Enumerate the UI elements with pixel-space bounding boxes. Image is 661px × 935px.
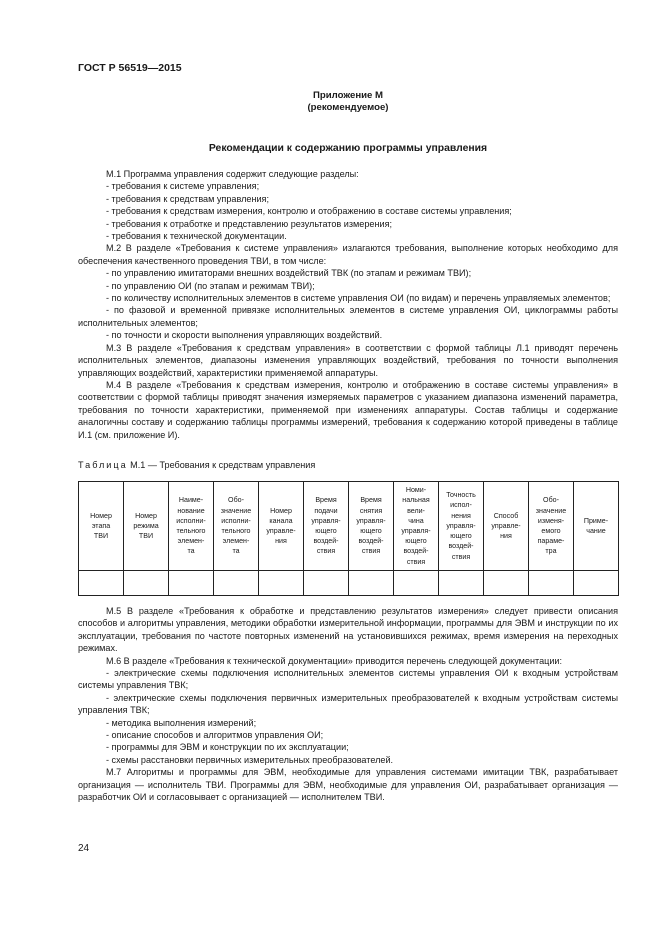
header-cell: Обо- значение исполни- тельного элемен- та bbox=[214, 482, 259, 571]
table-cell bbox=[439, 571, 484, 596]
header-cell: Точность испол- нения управля- ющего воздей- ствия bbox=[439, 482, 484, 571]
header-cell: Наиме- нование исполни- тельного элемен- та bbox=[169, 482, 214, 571]
list-item: - методика выполнения измерений; bbox=[106, 717, 257, 728]
header-cell: Номер канала управле- ния bbox=[259, 482, 304, 571]
paragraph: М.5 В разделе «Требования к обработке и представлению результатов измерения» следует привести описания способов и алгоритмы управления, методики обработки измерительной информации, программы для ЭВМ и инструкции по их эксплуатации, требования по частоте повторных изменений на установившихся режимах, время измерения на переходных режимах. bbox=[78, 606, 618, 654]
list-item: - электрические схемы подключения первичных измерительных преобразователей к входным устройствам системы управления ТВК; bbox=[78, 692, 618, 716]
list-item: - схемы расстановки первичных измерительных преобразователей. bbox=[106, 754, 394, 765]
list-item: - описание способов и алгоритмов управления ОИ; bbox=[106, 730, 324, 741]
table-cell bbox=[169, 571, 214, 596]
text-block-lower bbox=[78, 605, 618, 804]
table-cell bbox=[349, 571, 394, 596]
header-cell: Номи- нальная вели- чина управля- ющего воздей- ствия bbox=[394, 482, 439, 571]
table-caption-prefix: Таблица bbox=[78, 460, 128, 470]
table-caption bbox=[78, 460, 315, 470]
header-cell: Способ управле- ния bbox=[484, 482, 529, 571]
table-cell bbox=[124, 571, 169, 596]
header-cell: Приме- чание bbox=[574, 482, 619, 571]
list-item: - требования к средствам измерения, контролю и отображению в составе системы управления; bbox=[106, 206, 512, 217]
header-cell: Номер режима ТВИ bbox=[124, 482, 169, 571]
list-item: - по точности и скорости выполнения управляющих воздействий. bbox=[106, 330, 383, 341]
header-cell: Время снятия управля- ющего воздей- ствия bbox=[349, 482, 394, 571]
header-cell: Номер этапа ТВИ bbox=[79, 482, 124, 571]
annex-heading bbox=[78, 90, 618, 114]
text-block-upper bbox=[78, 168, 618, 441]
table-cell bbox=[529, 571, 574, 596]
list-item: - требования к средствам управления; bbox=[106, 193, 270, 204]
page-number: 24 bbox=[78, 843, 90, 854]
list-item: - по управлению ОИ (по этапам и режимам ТВИ); bbox=[106, 280, 315, 291]
list-item: - по количеству исполнительных элементов в системе управления ОИ (по видам) и перечень управляемых элементов; bbox=[106, 293, 611, 304]
table-cell bbox=[259, 571, 304, 596]
list-item: - требования к системе управления; bbox=[106, 181, 260, 192]
paragraph: М.1 Программа управления содержит следующие разделы: bbox=[106, 169, 359, 179]
list-item: - программы для ЭВМ и конструкции по их эксплуатации; bbox=[106, 742, 349, 753]
list-item: - по управлению имитаторами внешних воздействий ТВК (по этапам и режимам ТВИ); bbox=[106, 268, 472, 279]
header-cell: Обо- значение изменя- емого параме- тра bbox=[529, 482, 574, 571]
section-title: Рекомендации к содержанию программы управления bbox=[208, 143, 488, 154]
list-item: - по фазовой и временной привязке исполнительных элементов в системе управления ОИ, циклограммы работы исполнительных элементов; bbox=[78, 305, 618, 328]
annex-subtitle: (рекомендуемое) bbox=[307, 102, 389, 113]
table-cell bbox=[574, 571, 619, 596]
table-cell bbox=[484, 571, 529, 596]
document-code: ГОСТ Р 56519—2015 bbox=[78, 62, 182, 74]
paragraph: М.7 Алгоритмы и программы для ЭВМ, необходимые для управления системами имитации ТВК, разрабатывает организация — исполнитель ТВИ. Программы для ЭВМ, необходимые для управления ОИ, разрабатывает организация — разработчик ОИ и согласовывает с организацией — исполнителем ТВИ. bbox=[78, 767, 618, 803]
paragraph: М.4 В разделе «Требования к средствам измерения, контролю и отображению в составе системы управления» в соответствии с формой таблицы приводят значения измеряемых параметров с указанием диапазона изменений параметра, требования по точности характеристики, применяемой при изменениях аппаратуры. Состав таблицы и содержание аналогичны составу и содержанию таблицы программы измерений, требования к содержанию которой приведены в таблице И.1 (см. приложение И). bbox=[78, 379, 618, 440]
table-cell bbox=[79, 571, 124, 596]
requirements-table bbox=[78, 481, 619, 596]
list-item: - требования к отработке и представлению результатов измерения; bbox=[106, 218, 393, 229]
table-header-row bbox=[79, 482, 619, 571]
paragraph: М.6 В разделе «Требования к технической документации» приводится перечень следующей документации: bbox=[106, 655, 563, 666]
header-cell: Время подачи управля- ющего воздей- ствия bbox=[304, 482, 349, 571]
table-caption-text: М.1 — Требования к средствам управления bbox=[127, 460, 316, 470]
list-item: - требования к технической документации. bbox=[106, 231, 287, 242]
list-item: - электрические схемы подключения исполнительных элементов системы управления ОИ к входным устройствам системы управления ТВК; bbox=[78, 668, 618, 691]
table-cell bbox=[304, 571, 349, 596]
table-cell bbox=[214, 571, 259, 596]
paragraph: М.2 В разделе «Требования к системе управления» излагаются требования, выполнение которых необходимо для обеспечения качественного проведения ТВИ, в том числе: bbox=[78, 243, 618, 266]
annex-title: Приложение М bbox=[312, 90, 384, 101]
table-cell bbox=[394, 571, 439, 596]
table-row bbox=[79, 571, 619, 596]
paragraph: М.3 В разделе «Требования к средствам управления» в соответствии с формой таблицы Л.1 приводят перечень исполнительных элементов, диапазоны изменения управляющих воздействий, требования по точности выполнения управляющих воздействий, характеристики применяемой аппаратуры. bbox=[78, 342, 618, 378]
